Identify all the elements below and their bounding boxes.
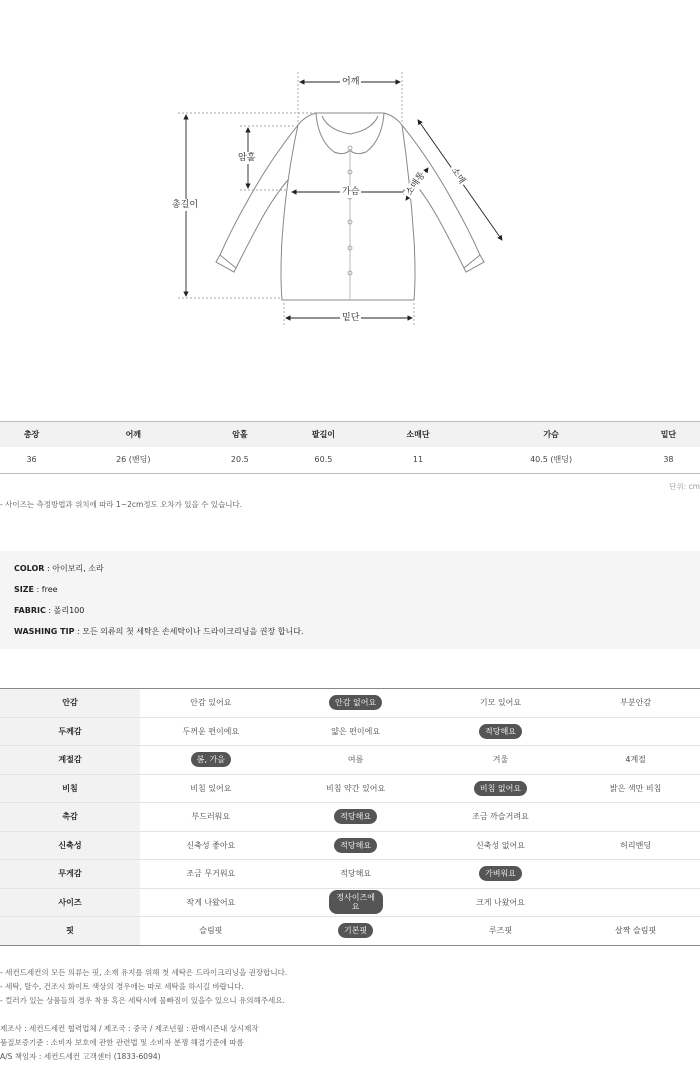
header-shoulder: 어깨 xyxy=(63,422,203,447)
feature-option: 안감 있어요 xyxy=(190,698,232,708)
value-chest: 40.5 (밴딩) xyxy=(465,447,637,474)
care-note: - 세탁, 탈수, 건조시 화이트 색상의 경우에는 따로 세탁을 하시길 바랍니다. xyxy=(0,982,244,991)
feature-option-cell xyxy=(571,803,700,832)
feature-option-cell xyxy=(282,774,430,803)
feature-option: 기모 있어요 xyxy=(479,698,522,708)
header-cuff: 소매단 xyxy=(371,422,466,447)
color-value: 아이보리, 소라 xyxy=(52,564,104,573)
feature-name: 계절감 xyxy=(0,746,140,775)
as-line: A/S 책임자 : 세컨드세컨 고객센터 (1833-6094) xyxy=(0,1052,161,1061)
header-sleeve-length: 팔길이 xyxy=(276,422,371,447)
feature-row xyxy=(0,774,700,803)
feature-option: 조금 무거워요 xyxy=(186,869,236,879)
size-note: - 사이즈는 측정방법과 위치에 따라 1~2cm정도 오차가 있을 수 있습니다. xyxy=(0,500,243,509)
feature-option: 겨울 xyxy=(492,755,509,765)
header-armhole: 암홀 xyxy=(204,422,277,447)
washing-value: 모든 의류의 첫 세탁은 손세탁이나 드라이크리닝을 권장 합니다. xyxy=(82,627,304,636)
feature-option-cell xyxy=(571,860,700,889)
feature-option-cell xyxy=(571,917,700,946)
feature-option: 슬림핏 xyxy=(199,926,223,936)
color-row: COLOR : 아이보리, 소라 xyxy=(14,564,104,573)
feature-option: 비침 있어요 xyxy=(190,783,232,793)
feature-option: 루즈핏 xyxy=(488,926,513,936)
value-hem: 38 xyxy=(637,447,700,474)
feature-option: 신축성 없어요 xyxy=(476,840,525,850)
feature-option-cell xyxy=(571,689,700,718)
feature-option-cell xyxy=(430,860,572,889)
hem-label: 밑단 xyxy=(342,313,360,323)
feature-option-cell xyxy=(571,888,700,917)
feature-option-cell xyxy=(430,803,572,832)
size-table xyxy=(0,421,700,474)
feature-option-cell xyxy=(571,717,700,746)
armhole-label: 암홀 xyxy=(238,153,256,163)
shoulder-label: 어깨 xyxy=(342,77,360,87)
size-row: SIZE : free xyxy=(14,585,58,594)
feature-option-cell xyxy=(430,917,572,946)
size-table-value-row xyxy=(0,447,700,474)
feature-option-cell xyxy=(140,888,282,917)
feature-option-cell xyxy=(140,917,282,946)
feature-option-selected: 봄, 가을 xyxy=(191,752,231,767)
feature-option: 두꺼운 편이에요 xyxy=(182,726,240,736)
feature-option-cell xyxy=(430,746,572,775)
feature-option-cell xyxy=(282,860,430,889)
manufacturer-info xyxy=(0,1022,259,1064)
feature-option: 신축성 좋아요 xyxy=(186,840,236,850)
feature-row xyxy=(0,689,700,718)
feature-option: 크게 나왔어요 xyxy=(476,897,525,907)
size-label: SIZE xyxy=(14,585,35,594)
feature-option: 4계절 xyxy=(625,755,646,765)
feature-name: 사이즈 xyxy=(0,888,140,917)
feature-option-selected: 적당해요 xyxy=(334,809,377,824)
feature-option-selected: 가벼워요 xyxy=(479,866,522,881)
feature-option: 조금 까슬거려요 xyxy=(472,812,529,822)
feature-option-cell xyxy=(140,831,282,860)
feature-option-cell xyxy=(140,803,282,832)
care-note: - 컬러가 있는 상품들의 경우 착용 혹은 세탁시에 물빠짐이 있을수 있으니 유의해주세요. xyxy=(0,996,285,1005)
color-label: COLOR xyxy=(14,564,45,573)
feature-option-cell xyxy=(430,774,572,803)
feature-option-cell xyxy=(430,689,572,718)
header-total-length: 총장 xyxy=(0,422,63,447)
feature-option-selected: 기본핏 xyxy=(338,923,373,938)
feature-option: 허리밴딩 xyxy=(620,840,652,850)
feature-option-cell xyxy=(140,689,282,718)
washing-row: WASHING TIP : 모든 의류의 첫 세탁은 손세탁이나 드라이크리닝을 권장 합니다. xyxy=(14,627,304,636)
feature-option-cell xyxy=(282,746,430,775)
feature-option-cell xyxy=(140,774,282,803)
feature-table xyxy=(0,688,700,946)
feature-row xyxy=(0,860,700,889)
feature-option-cell xyxy=(282,717,430,746)
fabric-label: FABRIC xyxy=(14,606,46,615)
feature-name: 무게감 xyxy=(0,860,140,889)
size-table-header-row xyxy=(0,422,700,447)
feature-option-selected: 안감 없어요 xyxy=(329,695,382,710)
chest-label: 가슴 xyxy=(342,187,360,197)
feature-row xyxy=(0,917,700,946)
feature-option-cell xyxy=(282,803,430,832)
feature-option-cell xyxy=(430,717,572,746)
feature-option-cell xyxy=(571,746,700,775)
feature-option-cell xyxy=(571,831,700,860)
feature-option-selected: 비침 없어요 xyxy=(474,781,527,796)
unit-label: 단위: cm xyxy=(669,482,700,491)
feature-option: 얇은 편이에요 xyxy=(331,726,381,736)
feature-name: 신축성 xyxy=(0,831,140,860)
cuff-label: 소매통 xyxy=(403,168,430,200)
feature-option-cell xyxy=(282,689,430,718)
feature-option-cell xyxy=(430,831,572,860)
feature-name: 두께감 xyxy=(0,717,140,746)
value-shoulder: 26 (밴딩) xyxy=(63,447,203,474)
feature-name: 핏 xyxy=(0,917,140,946)
feature-option-cell xyxy=(430,888,572,917)
feature-name: 비침 xyxy=(0,774,140,803)
feature-option-cell xyxy=(140,860,282,889)
feature-option-cell xyxy=(571,774,700,803)
care-notes xyxy=(0,966,287,1008)
sleeve-label: 소매 xyxy=(447,164,469,188)
header-chest: 가슴 xyxy=(465,422,637,447)
feature-row xyxy=(0,746,700,775)
feature-option-selected: 정사이즈에요 xyxy=(329,890,383,914)
feature-option: 비침 약간 있어요 xyxy=(326,783,386,793)
measurement-diagram xyxy=(0,0,700,400)
value-total-length: 36 xyxy=(0,447,63,474)
feature-option-selected: 적당해요 xyxy=(479,724,522,739)
fabric-row: FABRIC : 폴리100 xyxy=(14,606,85,615)
feature-option-cell xyxy=(140,717,282,746)
feature-option-cell xyxy=(282,888,430,917)
feature-name: 안감 xyxy=(0,689,140,718)
value-cuff: 11 xyxy=(371,447,466,474)
feature-option: 여름 xyxy=(347,755,364,765)
feature-row xyxy=(0,831,700,860)
feature-option: 작게 나왔어요 xyxy=(186,897,236,907)
value-armhole: 20.5 xyxy=(204,447,277,474)
feature-row xyxy=(0,717,700,746)
fabric-value: 폴리100 xyxy=(53,606,85,615)
quality-line: 품질보증기준 : 소비자 보호에 관한 관련법 및 소비자 분쟁 해결기준에 따름 xyxy=(0,1038,244,1047)
feature-option: 적당해요 xyxy=(340,869,372,879)
total-length-label: 총길이 xyxy=(172,200,199,210)
header-hem: 밑단 xyxy=(637,422,700,447)
feature-option: 살짝 슬림핏 xyxy=(615,926,657,936)
care-note: - 세컨드세컨의 모든 의류는 핏, 소재 유지를 위해 첫 세탁은 드라이크리닝을 권장합니다. xyxy=(0,968,288,977)
value-sleeve-length: 60.5 xyxy=(276,447,371,474)
feature-option: 부드러워요 xyxy=(191,812,231,822)
feature-row xyxy=(0,803,700,832)
manufacturer-line: 제조사 : 세컨드세컨 협력업체 / 제조국 : 중국 / 제조년월 : 판매시즌내 상시제작 xyxy=(0,1024,259,1033)
feature-option: 부분안감 xyxy=(620,698,652,708)
feature-option-cell xyxy=(282,831,430,860)
feature-option: 밝은 색만 비침 xyxy=(609,783,662,793)
feature-name: 촉감 xyxy=(0,803,140,832)
feature-option-cell xyxy=(140,746,282,775)
washing-label: WASHING TIP xyxy=(14,627,75,636)
feature-option-cell xyxy=(282,917,430,946)
blouse-outline-drawing xyxy=(0,0,700,400)
feature-option-selected: 적당해요 xyxy=(334,838,377,853)
size-value: free xyxy=(41,585,58,594)
feature-row xyxy=(0,888,700,917)
product-info-box xyxy=(0,551,700,649)
